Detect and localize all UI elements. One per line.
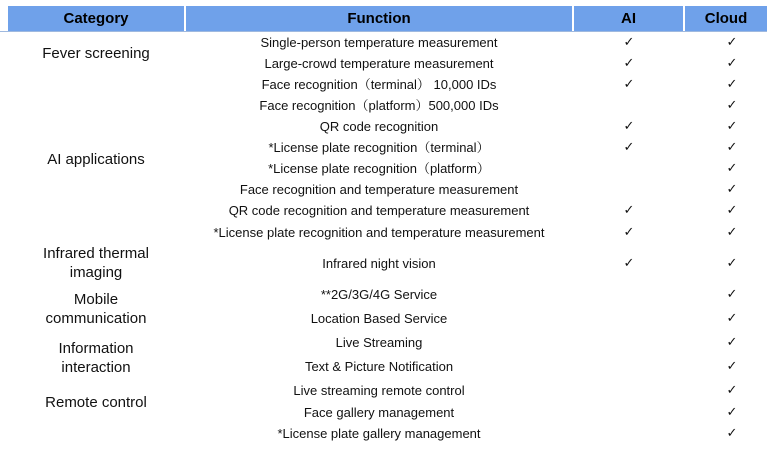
function-cell: Live Streaming [335,335,423,350]
cloud-check-icon: ✓ [726,55,738,70]
function-cell: *License plate gallery management [277,426,481,441]
function-cell: Face recognition and temperature measurement [239,182,519,197]
ai-check-icon: ✓ [623,139,635,154]
category-label: Remote control [45,394,147,411]
cloud-check-icon: ✓ [726,382,738,397]
function-cell: Infrared night vision [322,256,436,271]
cloud-check-icon: ✓ [726,202,738,217]
ai-check-icon: ✓ [623,55,635,70]
function-cell: Face recognition（terminal） 10,000 IDs [261,77,497,92]
cloud-check-icon: ✓ [726,425,738,440]
function-cell: QR code recognition and temperature measurement [228,203,530,218]
ai-check-icon: ✓ [623,255,635,270]
ai-check-icon: ✓ [623,76,635,91]
category-label: Information interaction [58,340,134,376]
cloud-check-icon: ✓ [726,76,738,91]
function-cell: *License plate recognition and temperature measurement [213,225,545,240]
function-cell: Face recognition（platform）500,000 IDs [259,98,499,113]
cloud-check-icon: ✓ [726,286,738,301]
header-cloud: Cloud [685,6,767,31]
ai-check-icon: ✓ [623,34,635,49]
function-cell: *License plate recognition（platform） [268,161,490,176]
cloud-check-icon: ✓ [726,181,738,196]
function-cell: **2G/3G/4G Service [320,287,438,302]
function-cell: Face gallery management [303,405,455,420]
function-cell: Location Based Service [310,311,448,326]
category-label: Mobile communication [45,291,147,327]
header-ai: AI [574,6,683,31]
category-label: Infrared thermal imaging [43,245,149,281]
cloud-check-icon: ✓ [726,34,738,49]
cloud-check-icon: ✓ [726,310,738,325]
cloud-check-icon: ✓ [726,404,738,419]
function-cell: Single-person temperature measurement [260,35,498,50]
header-divider [0,31,767,32]
cloud-check-icon: ✓ [726,118,738,133]
cloud-check-icon: ✓ [726,358,738,373]
cloud-check-icon: ✓ [726,139,738,154]
ai-check-icon: ✓ [623,118,635,133]
function-cell: Live streaming remote control [293,383,465,398]
category-label: AI applications [47,151,145,168]
header-category: Category [8,6,184,31]
function-cell: Text & Picture Notification [304,359,454,374]
cloud-check-icon: ✓ [726,97,738,112]
function-cell: Large-crowd temperature measurement [264,56,494,71]
header-function: Function [186,6,572,31]
cloud-check-icon: ✓ [726,334,738,349]
function-cell: QR code recognition [319,119,439,134]
category-label: Fever screening [42,45,150,62]
ai-check-icon: ✓ [623,224,635,239]
cloud-check-icon: ✓ [726,255,738,270]
cloud-check-icon: ✓ [726,160,738,175]
function-cell: *License plate recognition（terminal） [268,140,490,155]
cloud-check-icon: ✓ [726,224,738,239]
ai-check-icon: ✓ [623,202,635,217]
